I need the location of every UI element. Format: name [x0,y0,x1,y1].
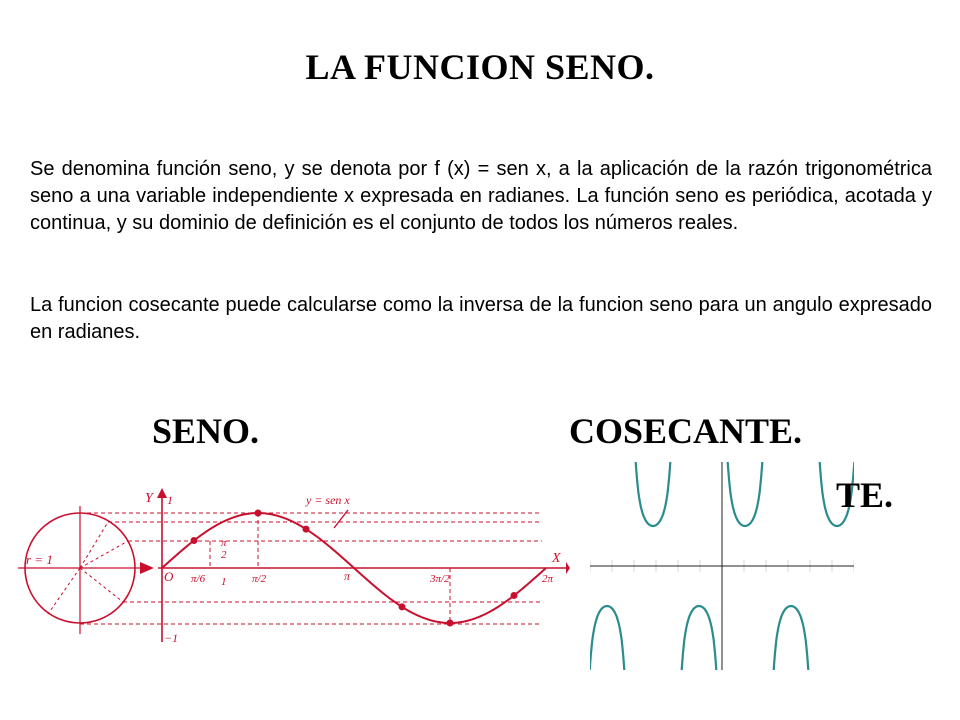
sine-point [447,620,454,627]
sine-graph [18,484,570,644]
y-min-label: −1 [164,631,179,644]
paragraph-cosecant: La funcion cosecante puede calcularse como la inversa de la funcion seno para un angulo expresado en radianes. [30,294,932,343]
sine-point [191,537,198,544]
cosecant-branch [769,606,813,670]
sine-point [255,510,262,517]
origin-label: O [164,569,174,584]
radius-label: r = 1 [26,552,53,567]
x-axis-arrow-icon [566,562,570,574]
cosecant-branch [677,606,721,670]
tick-pi: π [344,569,351,583]
seno-label: SENO. [152,411,260,451]
tick-pi-over-6: π/6 [191,573,206,585]
x-axis-label: X [552,551,561,566]
y-max-label: 1 [167,493,173,507]
tick-pi-denominator: 2 [221,549,227,561]
tick-pi-numerator: π [221,537,227,549]
tick-three-pi-over-2: 3π/2 [430,573,450,585]
tick-pi-over-2: π/2 [252,573,267,585]
y-axis-label: Y [145,491,153,506]
paragraph-definition: Se denomina función seno, y se denota por f (x) = sen x, a la aplicación de la razón trigonométrica seno a una variable independiente x expresada en radianes. La función seno es periódica, acotada y continua, y su dominio de definición es el conjunto de todos los números reales. [30,158,932,234]
tick-equals-one: 1 [221,576,227,588]
y-axis-arrow-icon [157,488,167,498]
overlapping-label-fragment: TE. [836,475,894,515]
cosecante-label: COSECANTE. [569,411,803,451]
circle-radii [48,513,128,614]
sine-point [399,603,406,610]
cosecant-branch [631,462,675,526]
tick-two-pi: 2π [542,573,554,585]
cosecant-branch [723,462,767,526]
curve-label: y = sen x [306,493,350,507]
sine-point [303,526,310,533]
cosecant-graph [590,462,854,670]
cosecant-branch [590,606,629,670]
sine-point [511,592,518,599]
page-title: LA FUNCION SENO. [305,47,655,87]
projection-arrow-icon [140,562,154,574]
